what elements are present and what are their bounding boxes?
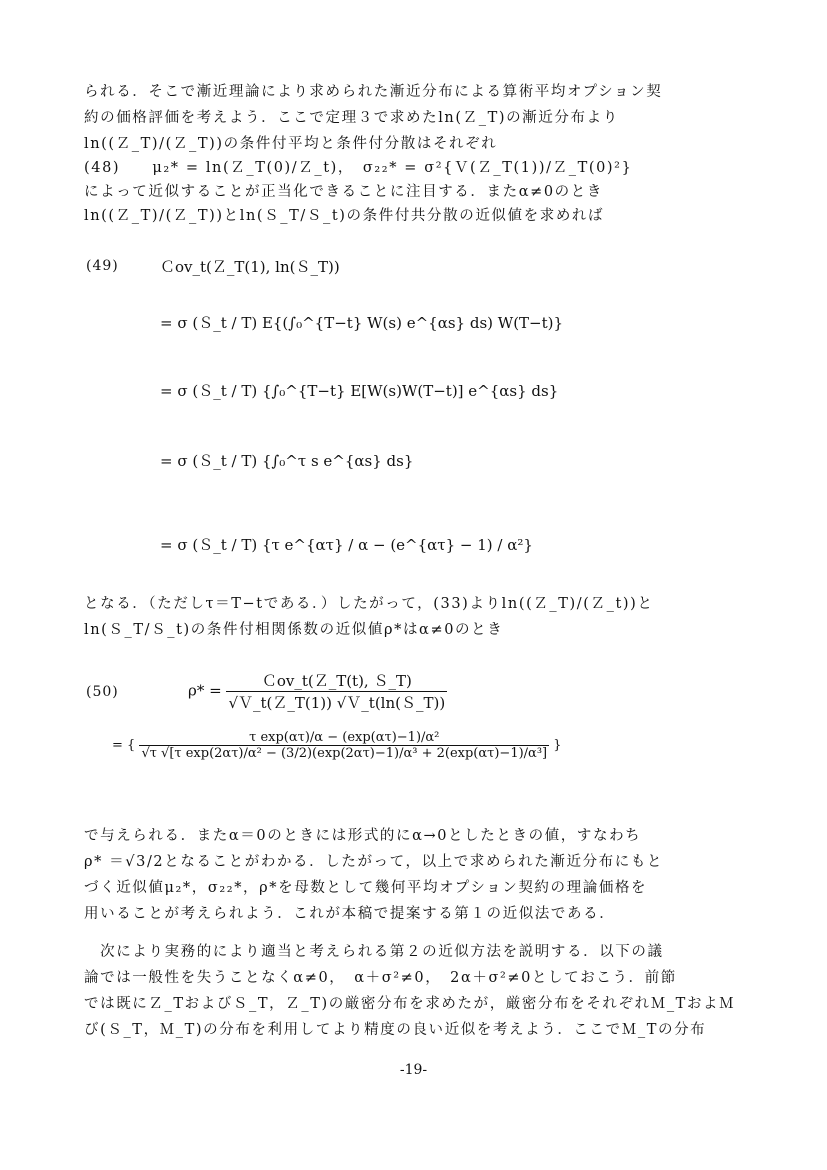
equation-50-rho	[188, 670, 447, 713]
text-line: び(Ｓ_T，Ｍ_T)の分布を利用してより精度の良い近似を考えよう．ここでＭ_Tの分布	[84, 1022, 707, 1038]
text-line: 用いることが考えられよう．これが本稿で提案する第１の近似法である．	[84, 906, 616, 922]
text-line: ln((Ｚ_T)/(Ｚ_T))とln(Ｓ_T/Ｓ_t)の条件付共分散の近似値を求めれば	[84, 208, 605, 224]
text-line: 論では一般性を失うことなくα≠0， α＋σ²≠0， 2α＋σ²≠0としておこう．前節	[84, 970, 677, 986]
text-line: で与えられる．またα＝0のときには形式的にα→0としたときの値，すなわち	[84, 828, 642, 844]
rho-denominator: √Ｖ_t(Ｚ_T(1)) √Ｖ_t(ln(Ｓ_T))	[226, 691, 447, 713]
equation-49-step: = σ (Ｓ_t / T) {∫₀^τ s e^{αs} ds}	[160, 452, 414, 470]
expanded-fraction	[139, 730, 549, 761]
text-line: によって近似することが正当化できることに注目する．またα≠0のとき	[84, 184, 603, 200]
expanded-numerator: τ exp(ατ)/α − (exp(ατ)−1)/α²	[249, 730, 440, 745]
text-line: られる．そこで漸近理論により求められた漸近分布による算術平均オプション契	[84, 84, 663, 100]
text-line: では既にＺ_TおよびＳ_T，Ｚ_T)の厳密分布を求めたが，厳密分布をそれぞれＭ_TおよＭ	[84, 996, 736, 1012]
equation-label: (50)	[86, 684, 119, 700]
expanded-denominator: √τ √[τ exp(2ατ)/α² − (3/2)(exp(2ατ)−1)/α³ + 2(exp(ατ)−1)/α³]	[141, 746, 548, 761]
text-line: づく近似値μ₂*，σ₂₂*，ρ*を母数として幾何平均オプション契約の理論価格を	[84, 880, 648, 896]
equation-50-expanded	[112, 730, 562, 761]
equation-49-lhs: Ｃov_t(Ｚ_T(1), ln(Ｓ_T))	[160, 258, 340, 276]
equals-sign: = {	[112, 738, 140, 753]
closing-brace: }	[553, 738, 562, 753]
rho-numerator: Ｃov_t(Ｚ_T(t), Ｓ_T)	[261, 672, 412, 690]
text-line: ln((Ｚ_T)/(Ｚ_T))の条件付平均と条件付分散はそれぞれ	[84, 136, 498, 152]
text-line: 次により実務的により適当と考えられる第２の近似方法を説明する．以下の議	[84, 944, 664, 960]
equation-49-step: = σ (Ｓ_t / T) E{(∫₀^{T−t} W(s) e^{αs} ds) W(T−t)}	[160, 314, 564, 332]
text-line: となる．（ただしτ＝T−tである．）したがって，(33)よりln((Ｚ_T)/(Ｚ_t))と	[84, 596, 654, 612]
equation-49-step: = σ (Ｓ_t / T) {∫₀^{T−t} E[W(s)W(T−t)] e^{αs} ds}	[160, 382, 559, 400]
text-line: 約の価格評価を考えよう．ここで定理３で求めたln(Ｚ_T)の漸近分布より	[84, 110, 619, 126]
equation-label: (49)	[86, 258, 119, 274]
rho-symbol: ρ* =	[188, 681, 227, 700]
equation-48: (48) μ₂* = ln(Ｚ_T(0)/Ｚ_t)， σ₂₂* = σ²{Ｖ(Ｚ_T(1))/Ｚ_T(0)²}	[84, 160, 633, 176]
text-line: ln(Ｓ_T/Ｓ_t)の条件付相関係数の近似値ρ*はα≠0のとき	[84, 622, 504, 638]
rho-fraction	[226, 670, 447, 713]
equation-49-step: = σ (Ｓ_t / T) {τ e^{ατ} / α − (e^{ατ} − 1) / α²}	[160, 536, 533, 554]
text-line: ρ* ＝√3/2となることがわかる．したがって，以上で求められた漸近分布にもと	[84, 854, 664, 870]
page-number: -19-	[399, 1062, 428, 1078]
